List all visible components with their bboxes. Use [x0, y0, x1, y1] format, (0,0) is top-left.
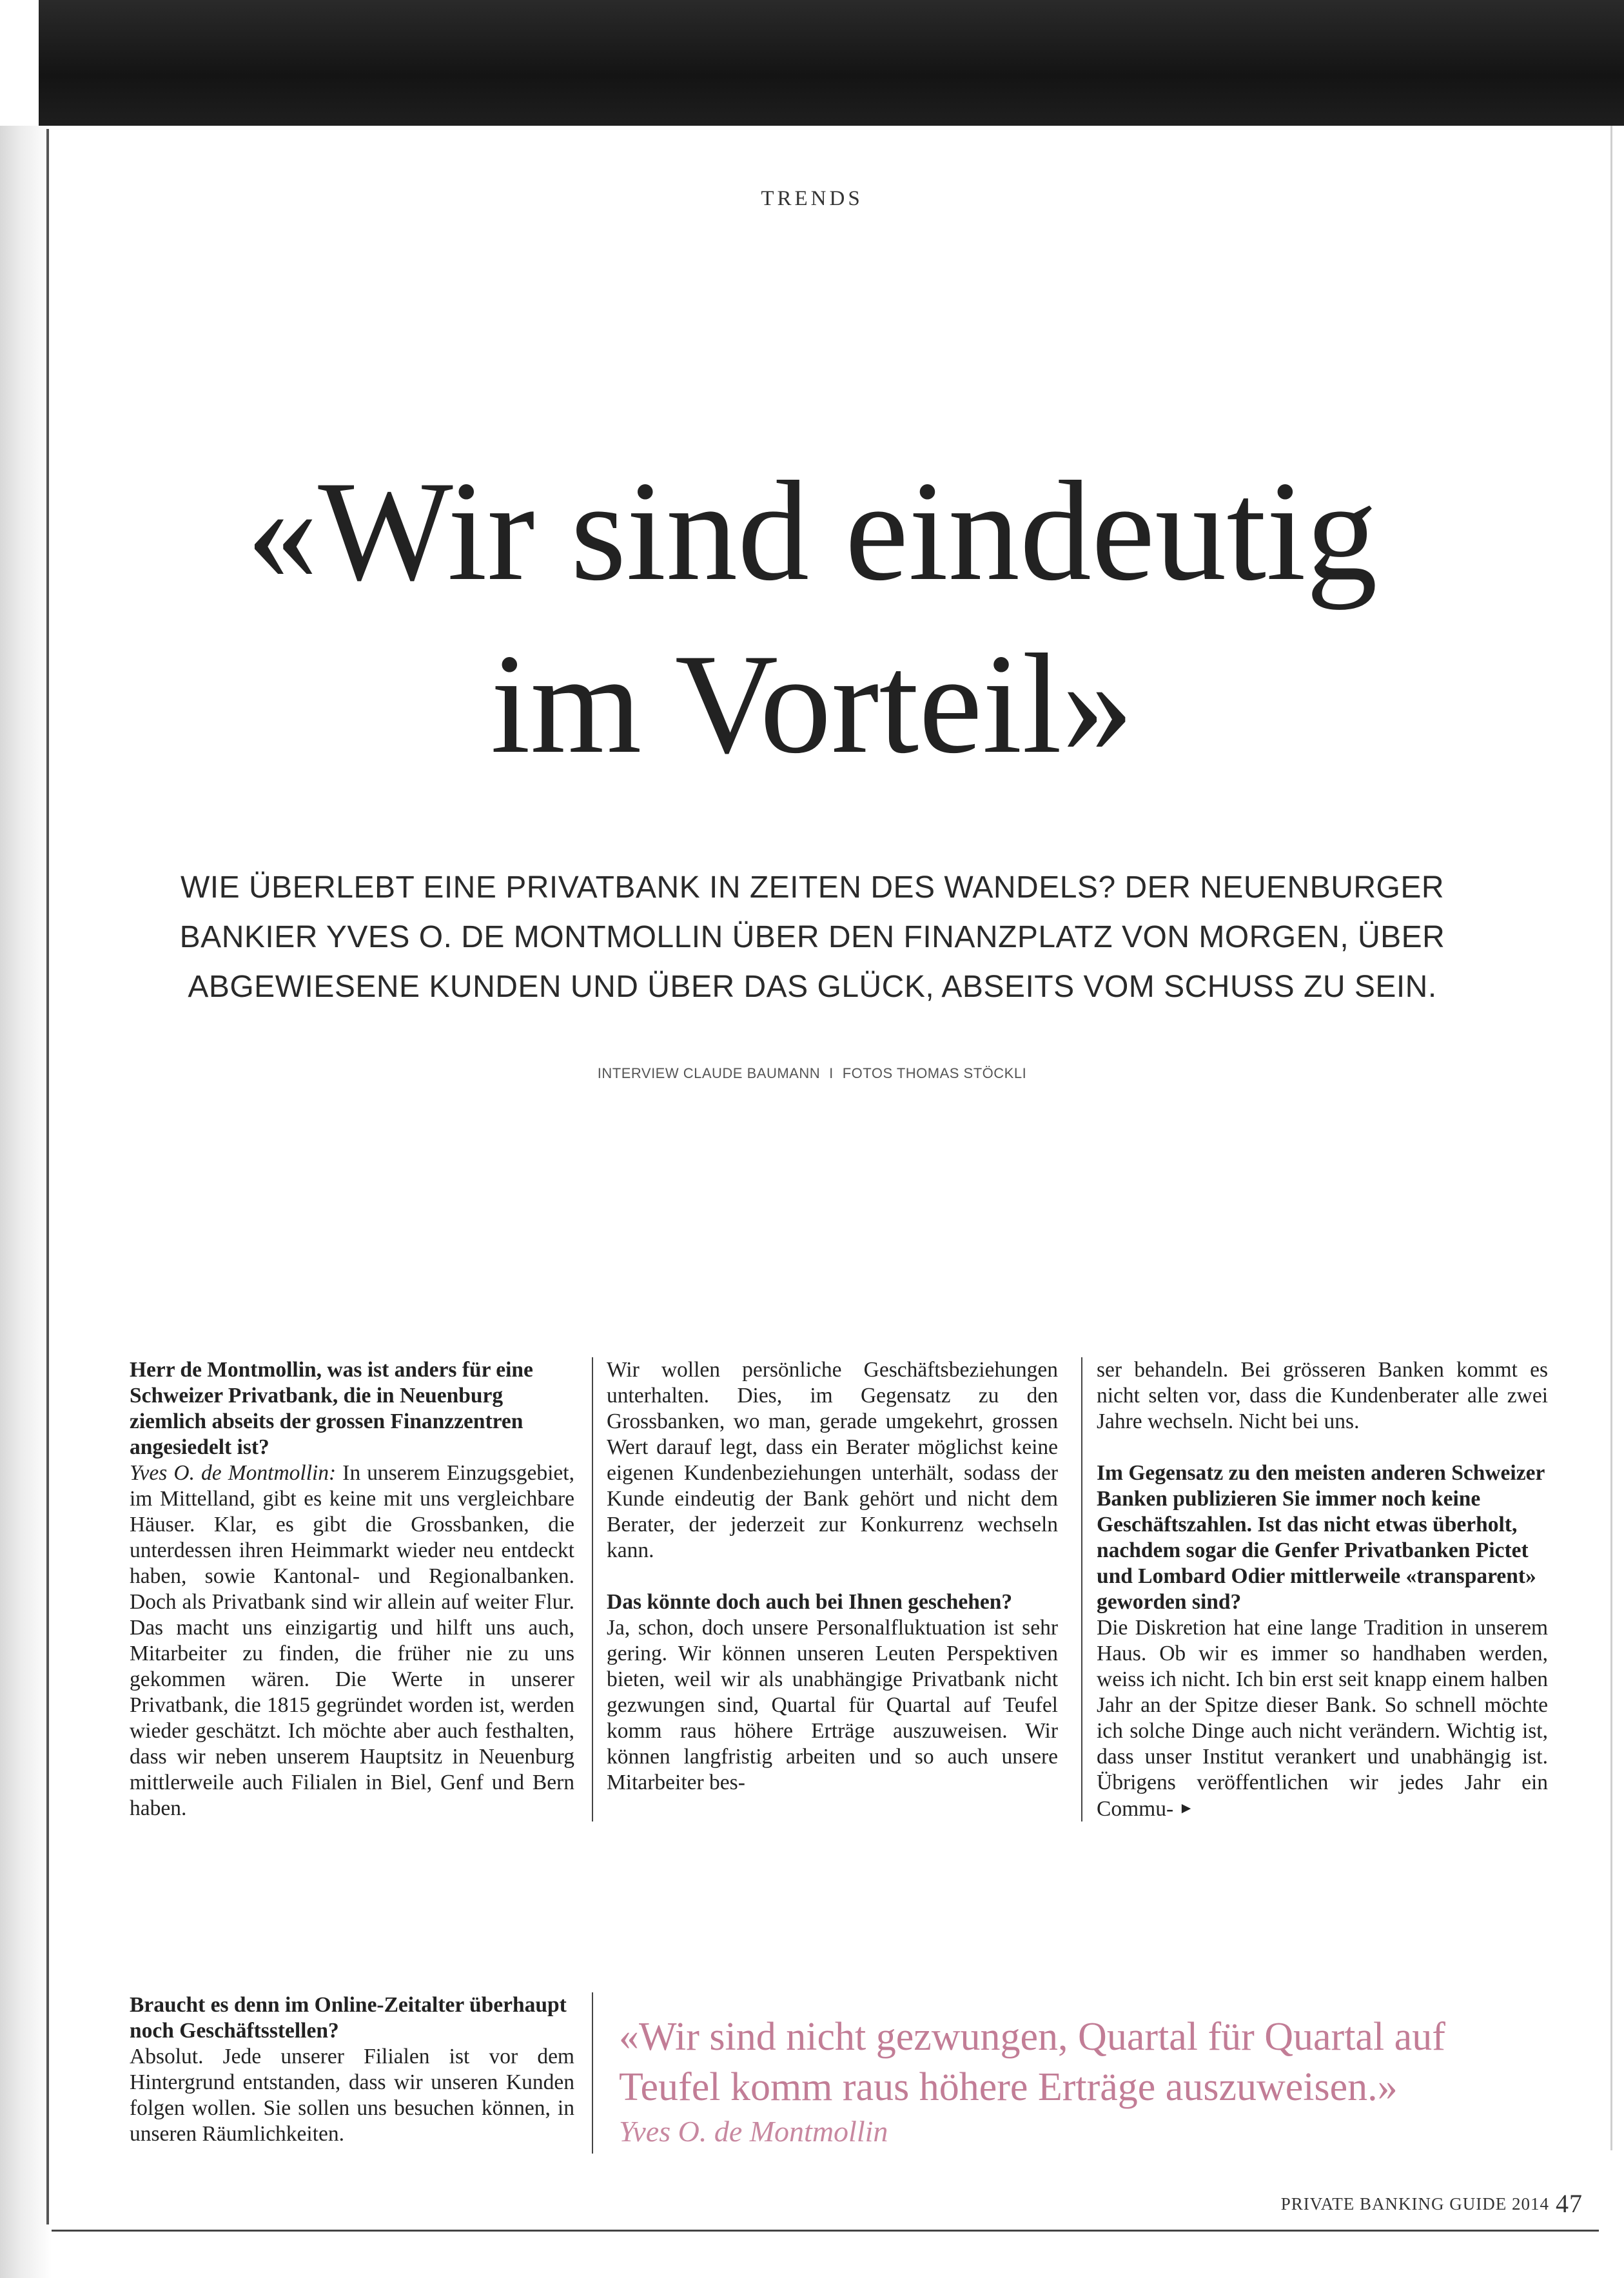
interview-answer — [1097, 1615, 1548, 1822]
interview-answer: Absolut. Jede unserer Filialen ist vor dem Hintergrund entstanden, dass wir unseren Kunden folgen wollen. Sie sollen uns besuchen können, in unseren Räumlichkeiten. — [130, 2045, 574, 2146]
section-label: TRENDS — [761, 187, 863, 210]
deck-intro — [168, 863, 1457, 1012]
interview-credit: INTERVIEW CLAUDE BAUMANN — [597, 1065, 821, 1081]
interview-question: Braucht es denn im Online-Zeitalter überhaupt noch Geschäftsstellen? — [130, 1993, 567, 2043]
text-column-1 — [130, 1357, 574, 1821]
scan-top-band — [39, 0, 1624, 126]
column-divider — [592, 1357, 593, 1821]
photo-credit: FOTOS THOMAS STÖCKLI — [842, 1065, 1027, 1081]
credit-separator: I — [829, 1065, 834, 1081]
column-divider — [592, 1992, 593, 2154]
bottom-rule — [52, 2230, 1599, 2232]
pull-quote — [619, 2012, 1547, 2151]
byline — [0, 1065, 1624, 1082]
page-edge — [46, 129, 49, 2224]
publication-name: PRIVATE BANKING GUIDE 2014 — [1280, 2194, 1549, 2214]
pull-quote-line: «Wir sind nicht gezwungen, Quartal für Quartal auf — [619, 2015, 1445, 2059]
deck-line: ABGEWIESENE KUNDEN UND ÜBER DAS GLÜCK, ABSEITS VOM SCHUSS ZU SEIN. — [188, 970, 1437, 1004]
page-edge-right — [1610, 126, 1612, 2150]
speaker-name: Yves O. de Montmollin: — [130, 1461, 337, 1485]
column-divider — [1081, 1357, 1082, 1821]
headline-line: «Wir sind eindeutig — [246, 452, 1378, 611]
headline — [0, 445, 1624, 790]
page-footer — [1281, 2188, 1583, 2219]
answer-text: Die Diskretion hat eine lange Tradition in unserem Haus. Ob wir es immer so handhaben werden, weiss ich nicht. Ich bin erst seit knapp einem halben Jahr an der Spitze dieser Bank. So schnell möchte ich solche Dinge auch nicht verändern. Wichtig ist, dass unser Institut verankert und unabhängig ist. Übrigens veröffentlichen wir jedes Jahr ein Commu- — [1097, 1616, 1548, 1821]
text-column-1-continued — [130, 1992, 574, 2147]
deck-line: BANKIER YVES O. DE MONTMOLLIN ÜBER DEN FINANZPLATZ VON MORGEN, ÜBER — [179, 920, 1445, 954]
pull-quote-attribution: Yves O. de Montmollin — [619, 2115, 888, 2148]
interview-answer: Ja, schon, doch unsere Personalfluktuation ist sehr gering. Wir können unseren Leuten Perspektiven bieten, weil wir als unabhängige Privatbank nicht gezwungen sind, Quartal für Quartal auf Teufel komm raus höhere Erträge auszuweisen. Wir können langfristig arbeiten und so auch unsere Mitarbeiter bes- — [607, 1616, 1058, 1794]
headline-line: im Vorteil» — [490, 625, 1134, 783]
interview-answer: Wir wollen persönliche Geschäftsbeziehungen unterhalten. Dies, im Gegensatz zu den Grossbanken, wo man, gerade umgekehrt, grossen Wert darauf legt, dass ein Berater möglichst keine eigenen Kundenbeziehungen unterhält, sodass der Kunde eindeutig der Bank gehört und nicht dem Berater, der jederzeit zur Konkurrenz wechseln kann. — [607, 1358, 1058, 1562]
page-number: 47 — [1556, 2189, 1583, 2218]
text-column-3 — [1097, 1357, 1548, 1822]
deck-line: WIE ÜBERLEBT EINE PRIVATBANK IN ZEITEN DES WANDELS? DER NEUENBURGER — [180, 870, 1445, 905]
text-column-2 — [607, 1357, 1058, 1796]
answer-text: In unserem Einzugsgebiet, im Mittelland, gibt es keine mit uns vergleichbare Häuser. Klar, es gibt die Grossbanken, die unterdessen ihren Heimmarkt wieder neu entdeckt haben, sowie Kantonal- und Regionalbanken. Doch als Privatbank sind wir allein auf weiter Flur. Das macht uns einzigartig und hilft uns auch, Mitarbeiter zu finden, die früher nie zu uns gekommen wären. Die Werte in unserer Privatbank, die 1815 gegründet worden ist, werden wieder geschätzt. Ich möchte aber auch festhalten, dass wir neben unserem Hauptsitz in Neuenburg mittlerweile auch Filialen in Biel, Genf und Bern haben. — [130, 1461, 574, 1820]
interview-question: Im Gegensatz zu den meisten anderen Schweizer Banken publizieren Sie immer noch keine Geschäftszahlen. Ist das nicht etwas überholt, nachdem sogar die Genfer Privatbanken Pictet und Lombard Odier mittlerweile «transparent» geworden sind? — [1097, 1461, 1545, 1614]
interview-answer — [130, 1460, 574, 1821]
interview-question: Das könnte doch auch bei Ihnen geschehen? — [607, 1590, 1013, 1614]
continue-arrow-icon: ► — [1179, 1800, 1194, 1817]
pull-quote-line: Teufel komm raus höhere Erträge auszuweisen.» — [619, 2065, 1398, 2109]
interview-answer: ser behandeln. Bei grösseren Banken kommt es nicht selten vor, dass die Kundenberater alle zwei Jahre wechseln. Nicht bei uns. — [1097, 1358, 1548, 1433]
interview-question: Herr de Montmollin, was ist anders für eine Schweizer Privatbank, die in Neuenburg ziemlich abseits der grossen Finanzzentren angesiedelt ist? — [130, 1358, 533, 1459]
